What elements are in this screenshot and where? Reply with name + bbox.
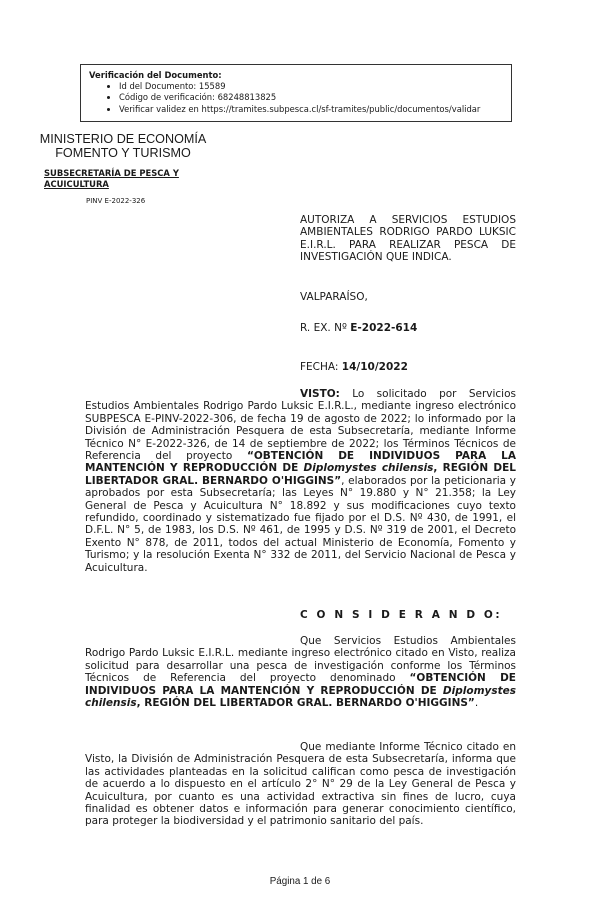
considerando-p1 [85,635,516,709]
visto-paragraph [85,388,516,574]
ministry-name [28,132,218,160]
ministry-line-1: MINISTERIO DE ECONOMÍA [39,132,207,146]
considerando-p1-text: Que Servicios Estudios Ambientales Rodrigo Pardo Luksic E.I.R.L. mediante ingreso electrónico citado en Visto, realiza solicitud para desarrollar una pesca de investigación conforme los Términos Técnicos de Referencia del proyecto denominado [85,635,516,685]
place-label: VALPARAÍSO, [300,291,368,303]
considerando-p1-project-a: “OBTENCIÓN DE INDIVIDUOS PARA LA MANTENCIÓN Y REPRODUCCIÓN DE [85,672,516,697]
reference-code: PINV E-2022-326 [86,197,146,205]
visto-section [85,388,516,574]
date-value: 14/10/2022 [341,361,408,373]
considerando-paragraph-1 [85,635,516,709]
considerando-p1-end: . [474,697,479,710]
verification-title: Verificación del Documento: [89,70,222,80]
visto-text-2: , elaborados por la peticionaria y aprobados por esta Subsecretaría; las Leyes N° 19.880 y N° 21.358; la Ley General de Pesca y Acuicultura N° 18.892 y sus modificaciones cuyo texto refundido, coordinado y sistematizado fue fijado por el D.S. Nº 430, de 1991, el D.F.L. N° 5, de 1983, los D.S. Nº 461, de 1995 y D.S. Nº 319 de 2001, el Decreto Exento N° 878, de 2011, todos del actual Ministerio de Economía, Fomento y Turismo; y la resolución Exenta N° 332 de 2011, del Servicio Nacional de Pesca y Acuicultura. [85,474,516,574]
subsecretaria-line-1: SUBSECRETARÍA DE PESCA Y [44,168,179,178]
resolution-value: E-2022-614 [350,322,418,334]
ministry-line-2: FOMENTO Y TURISMO [55,146,191,160]
considerando-p1-species: Diplomystes chilensis [85,684,516,710]
verification-box [80,64,512,122]
considerando-paragraph-2 [85,741,516,828]
resolution-number [300,322,417,334]
considerando-heading: C O N S I D E R A N D O: [300,609,503,621]
resolution-summary: AUTORIZA A SERVICIOS ESTUDIOS AMBIENTALES RODRIGO PARDO LUKSIC E.I.R.L. PARA REALIZAR PESCA DE INVESTIGACIÓN QUE INDICA. [300,214,516,264]
visto-text-1: Lo solicitado por Servicios Estudios Ambientales Rodrigo Pardo Luksic E.I.R.L., mediante ingreso electrónico SUBPESCA E-PINV-2022-306, de fecha 19 de agosto de 2022; lo informado por la División de Administración Pesquera de esta Subsecretaría, mediante Informe Técnico N° E-2022-326, de 14 de septiembre de 2022; los Términos Técnicos de Referencia del proyecto [85,388,516,463]
visto-project-a: “OBTENCIÓN DE INDIVIDUOS PARA LA MANTENCIÓN Y REPRODUCCIÓN DE [85,450,516,475]
considerando-p2: Que mediante Informe Técnico citado en Visto, la División de Administración Pesquera de esta Subsecretaría, informa que las actividades planteadas en la solicitud califican como pesca de investigación de acuerdo a lo dispuesto en el artículo 2° N° 29 de la Ley General de Pesca y Acuicultura, por cuanto es una actividad extractiva sin fines de lucro, cuya finalidad es obtener datos e información para generar conocimiento científico, para proteger la biodiversidad y el patrimonio sanitario del país. [85,741,516,828]
verification-code: • Código de verificación: 68248813825 [119,92,503,103]
verification-id: • Id del Documento: 15589 [119,81,503,92]
visto-species: Diplomystes chilensis [303,462,434,475]
visto-label: VISTO: [300,388,340,400]
verification-url[interactable]: • Verificar validez en https://tramites.subpesca.cl/sf-tramites/public/documentos/validar [119,104,503,115]
verification-list [89,81,503,115]
subsecretaria-name [44,168,214,189]
subsecretaria-line-2: ACUICULTURA [44,178,109,189]
date-label: FECHA: [300,361,342,373]
resolution-label: R. EX. Nº [300,322,351,334]
resolution-date [300,361,408,373]
considerando-p1-project-b: , REGIÓN DEL LIBERTADOR GRAL. BERNARDO O'HIGGINS” [136,697,475,710]
page-number: Página 1 de 6 [269,876,331,887]
visto-project-b: , REGIÓN DEL LIBERTADOR GRAL. BERNARDO O'HIGGINS” [85,462,516,487]
